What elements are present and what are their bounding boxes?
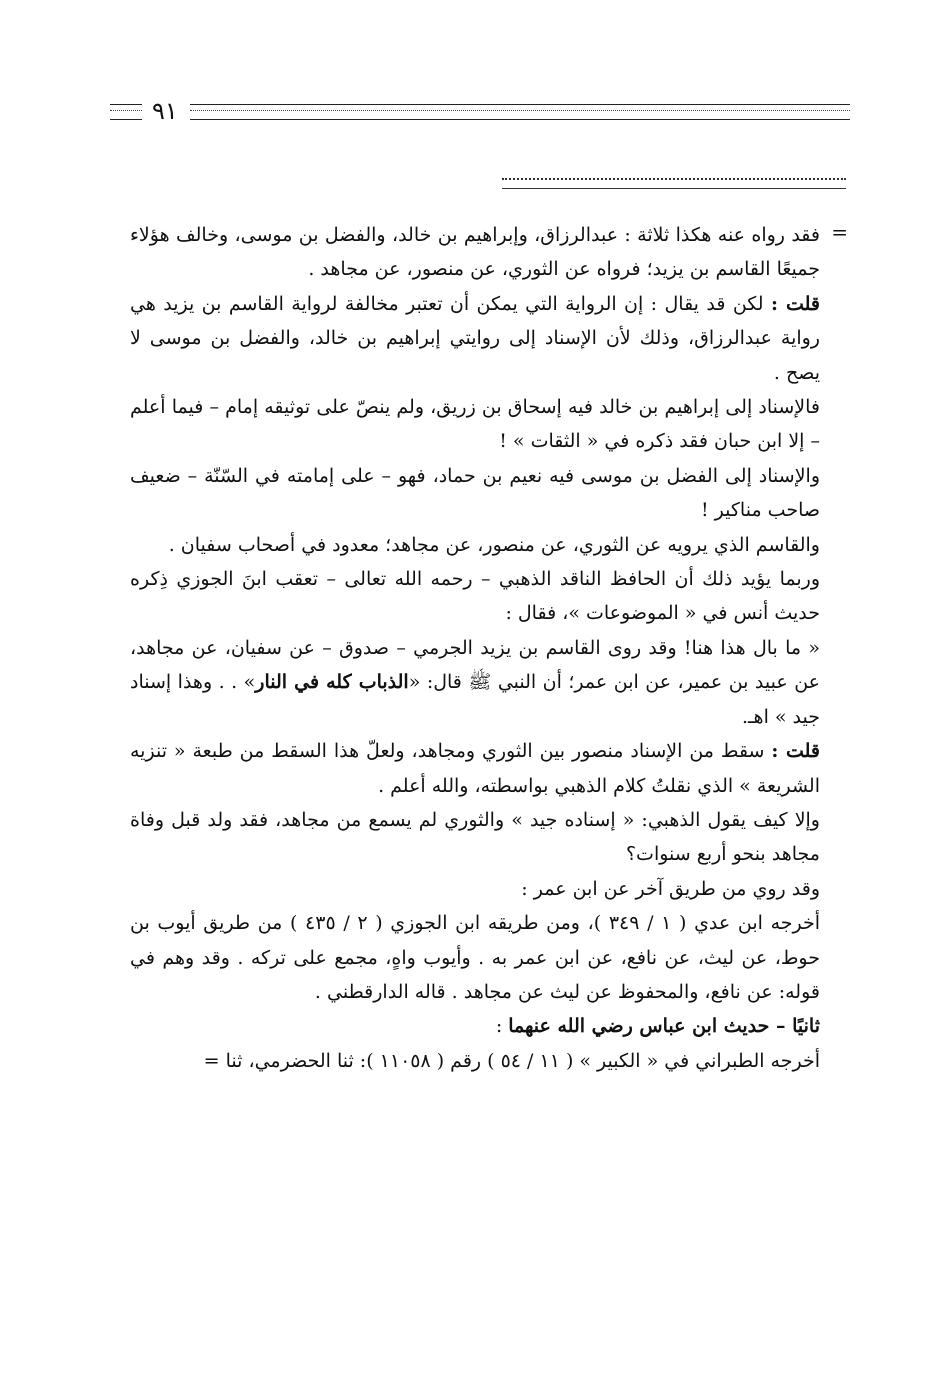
header-rule: [190, 104, 850, 120]
paragraph: أخرجه الطبراني في « الكبير » ( ١١ / ٥٤ ) رقم ( ١١٠٥٨ ): ثنا الحضرمي، ثنا =: [203, 1049, 820, 1072]
paragraph: فقد رواه عنه هكذا ثلاثة : عبدالرزاق، وإبراهيم بن خالد، والفضل بن موسى، وخالف هؤلاء جميعًا القاسم بن يزيد؛ فرواه عن الثوري، عن منصور، عن مجاهد .: [130, 224, 820, 281]
separator-dots: [502, 178, 846, 180]
paragraph: وربما يؤيد ذلك أن الحافظ الناقد الذهبي – رحمه الله تعالى – تعقب ابنَ الجوزي ذِكره حديث أنس في « الموضوعات »، فقال :: [130, 568, 820, 625]
separator-line: [502, 188, 846, 189]
paragraph: قلت : سقط من الإسناد منصور بين الثوري ومجاهد، ولعلّ هذا السقط من طبعة « تنزيه الشريعة » الذي نقلتُ كلام الذهبي بواسطته، والله أعلم .: [130, 740, 820, 797]
header-rule-short: [110, 104, 142, 120]
page-number: ٩١: [152, 97, 178, 125]
body-text: [130, 218, 820, 1078]
section-heading: ثانيًا – حديث ابن عباس رضي الله عنهما :: [495, 1015, 820, 1038]
continuation-mark: =: [831, 220, 848, 244]
paragraph-lead: قلت :: [770, 292, 820, 315]
paragraph: والإسناد إلى الفضل بن موسى فيه نعيم بن حماد، فهو – على إمامته في السّنّة – ضعيف صاحب مناكير !: [130, 464, 820, 522]
paragraph: وإلا كيف يقول الذهبي: « إسناده جيد » والثوري لم يسمع من مجاهد، فقد ولد قبل وفاة مجاهد بنحو أربع سنوات؟: [130, 808, 820, 866]
footnote-separator: [502, 178, 846, 190]
paragraph: أخرجه ابن عدي ( ١ / ٣٤٩ )، ومن طريقه ابن الجوزي ( ٢ / ٤٣٥ ) من طريق أيوب بن حوط، عن ليث، عن نافع، عن ابن عمر به . وأيوب واهٍ، مجمع على تركه . وقد وهم في قوله: عن نافع، والمحفوظ عن ليث عن مجاهد . قاله الدارقطني .: [130, 912, 821, 1003]
paragraph: « ما بال هذا هنا! وقد روى القاسم بن يزيد الجرمي – صدوق – عن سفيان، عن مجاهد، عن عبيد بن عمير، عن ابن عمر؛ أن النبي ﷺ قال: «الذباب كله في النار» . . وهذا إسناد جيد » اهـ.: [130, 636, 820, 728]
paragraph: وقد روي من طريق آخر عن ابن عمر :: [521, 877, 820, 900]
paragraph: والقاسم الذي يرويه عن الثوري، عن منصور، عن مجاهد؛ معدود في أصحاب سفيان .: [168, 533, 820, 556]
page-header: [110, 96, 850, 126]
paragraph: قلت : لكن قد يقال : إن الرواية التي يمكن أن تعتبر مخالفة لرواية القاسم بن يزيد هي رواية عبدالرزاق، وذلك لأن الإسناد إلى روايتي إبراهيم بن خالد، والفضل بن موسى لا يصح .: [130, 292, 820, 384]
paragraph-lead: قلت :: [771, 740, 820, 763]
hadith-text: الذباب كله في النار: [255, 671, 409, 694]
paragraph-lead: ثانيًا – حديث ابن عباس رضي الله عنهما: [508, 1015, 820, 1038]
paragraph: فالإسناد إلى إبراهيم بن خالد فيه إسحاق بن زريق، ولم ينصّ على توثيقه إمام – فيما أعلم – إلا ابن حبان فقد ذكره في « الثقات » !: [130, 396, 820, 453]
